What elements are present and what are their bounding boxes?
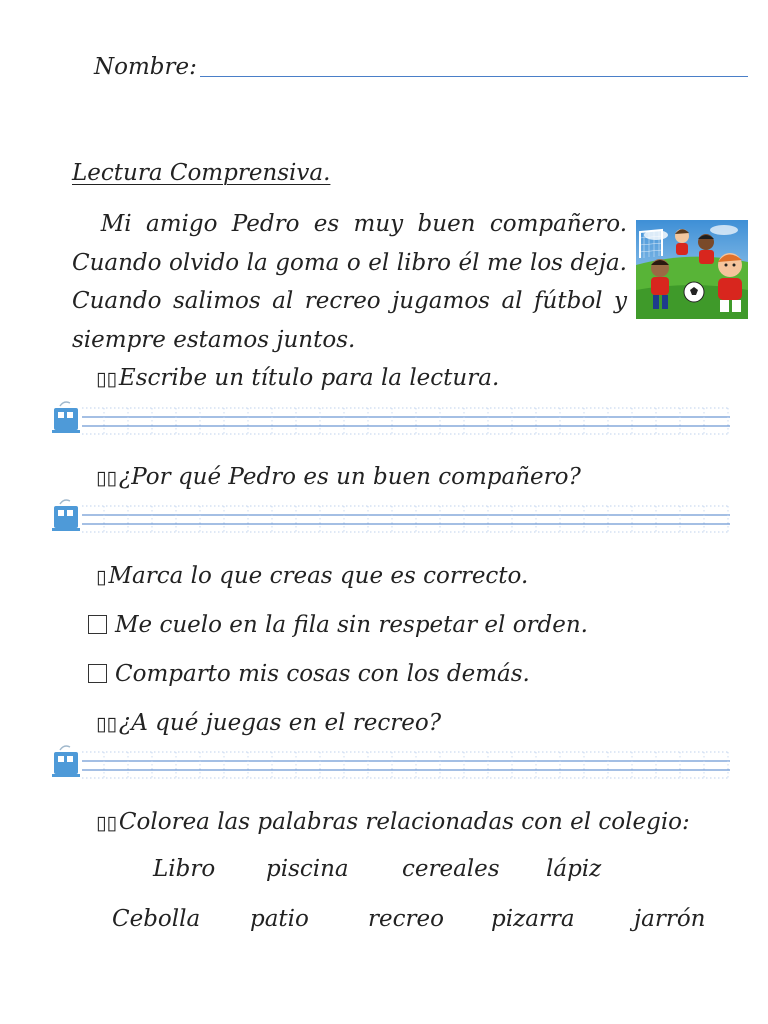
train-icon xyxy=(52,500,80,531)
task-3: ▯Marca lo que creas que es correcto. xyxy=(96,563,529,589)
option-1: Me cuelo en la fila sin respetar el orden. xyxy=(88,614,588,637)
word-pizarra[interactable]: pizarra xyxy=(491,906,575,932)
writing-line-1[interactable] xyxy=(52,400,732,440)
word-cereales[interactable]: cereales xyxy=(402,856,500,882)
task-2: ▯▯¿Por qué Pedro es un buen compañero? xyxy=(96,464,581,490)
word-jarron[interactable]: jarrón xyxy=(634,906,706,932)
name-input-line[interactable] xyxy=(200,76,748,77)
children-playing-soccer-illustration xyxy=(636,220,748,319)
missing-bullet-icon: ▯▯ xyxy=(96,368,117,390)
writing-line-3[interactable] xyxy=(52,744,732,784)
section-title: Lectura Comprensiva. xyxy=(72,160,331,186)
word-patio[interactable]: patio xyxy=(250,906,309,932)
writing-line-2[interactable] xyxy=(52,498,732,538)
word-piscina[interactable]: piscina xyxy=(266,856,349,882)
option-2: Comparto mis cosas con los demás. xyxy=(88,663,530,686)
name-label: Nombre: xyxy=(94,54,197,80)
checkbox-option-1[interactable] xyxy=(88,615,107,634)
reading-passage xyxy=(72,205,627,359)
train-icon xyxy=(52,402,80,433)
missing-bullet-icon: ▯▯ xyxy=(96,713,117,735)
train-icon xyxy=(52,746,80,777)
task-1: ▯▯Escribe un título para la lectura. xyxy=(96,365,500,391)
missing-bullet-icon: ▯▯ xyxy=(96,812,117,834)
checkbox-option-2[interactable] xyxy=(88,664,107,683)
word-libro[interactable]: Libro xyxy=(153,856,216,882)
word-cebolla[interactable]: Cebolla xyxy=(112,906,201,932)
task-4: ▯▯¿A qué juegas en el recreo? xyxy=(96,710,442,736)
missing-bullet-icon: ▯ xyxy=(96,566,107,588)
word-lapiz[interactable]: lápiz xyxy=(546,856,602,882)
passage-text: Mi amigo Pedro es muy buen compañero. Cuando olvido la goma o el libro él me los deja. Cuando salimos al recreo jugamos al fútbol y siempre estamos juntos. xyxy=(72,211,628,353)
missing-bullet-icon: ▯▯ xyxy=(96,467,117,489)
task-5: ▯▯Colorea las palabras relacionadas con el colegio: xyxy=(96,809,690,835)
word-recreo[interactable]: recreo xyxy=(368,906,444,932)
